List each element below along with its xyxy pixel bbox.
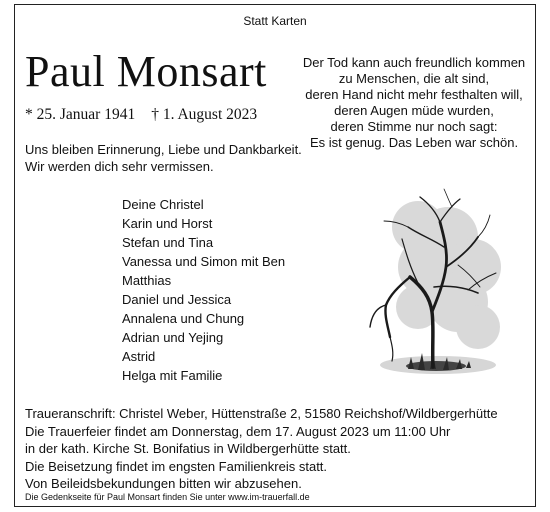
family-member: Adrian und Yejing: [122, 330, 224, 345]
birth-date: * 25. Januar 1941: [25, 106, 136, 123]
family-member: Stefan und Tina: [122, 235, 214, 250]
memory-text: [25, 141, 302, 175]
tree-illustration: [348, 187, 513, 392]
gedenkseite-note: Die Gedenkseite für Paul Monsart finden Sie unter www.im-trauerfall.de: [25, 492, 310, 502]
family-member: Matthias: [122, 273, 172, 288]
family-member: Daniel und Jessica: [122, 292, 232, 307]
family-member: Deine Christel: [122, 197, 204, 212]
poem-line: zu Menschen, die alt sind,: [338, 71, 490, 86]
poem-line: deren Hand nicht mehr festhalten will,: [305, 87, 523, 102]
deceased-name: Paul Monsart: [25, 47, 267, 96]
family-list: [122, 195, 285, 385]
footer-line: Traueranschrift: Christel Weber, Hüttenstraße 2, 51580 Reichshof/Wildbergerhütte: [25, 406, 498, 421]
poem-line: deren Augen müde wurden,: [334, 103, 494, 118]
poem: [299, 55, 529, 151]
memory-line: Uns bleiben Erinnerung, Liebe und Dankbarkeit.: [25, 142, 302, 157]
ground-shadow: [380, 353, 496, 374]
family-member: Astrid: [122, 349, 156, 364]
footer-line: Die Beisetzung findet im engsten Familienkreis statt.: [25, 458, 328, 474]
foliage: [392, 201, 501, 349]
poem-line: deren Stimme nur noch sagt:: [330, 119, 498, 134]
family-member: Vanessa und Simon mit Ben: [122, 254, 286, 269]
poem-line: Es ist genug. Das Leben war schön.: [309, 135, 519, 150]
poem-line: Der Tod kann auch freundlich kommen: [302, 55, 526, 70]
obituary-card: [14, 4, 536, 507]
family-member: Annalena und Chung: [122, 311, 245, 326]
memory-line: Wir werden dich sehr vermissen.: [25, 159, 214, 174]
footer-line: in der kath. Kirche St. Bonifatius in Wildbergerhütte statt.: [25, 441, 351, 456]
footer-line: Die Trauerfeier findet am Donnerstag, dem 17. August 2023 um 11:00 Uhr: [25, 423, 451, 439]
funeral-details: [25, 405, 498, 493]
family-member: Helga mit Familie: [122, 368, 223, 383]
footer-line: Von Beileidsbekundungen bitten wir abzusehen.: [25, 476, 302, 491]
death-date: † 1. August 2023: [151, 106, 258, 123]
family-member: Karin und Horst: [122, 216, 213, 231]
life-dates: [25, 106, 257, 124]
statt-karten-header: Statt Karten: [243, 14, 307, 28]
